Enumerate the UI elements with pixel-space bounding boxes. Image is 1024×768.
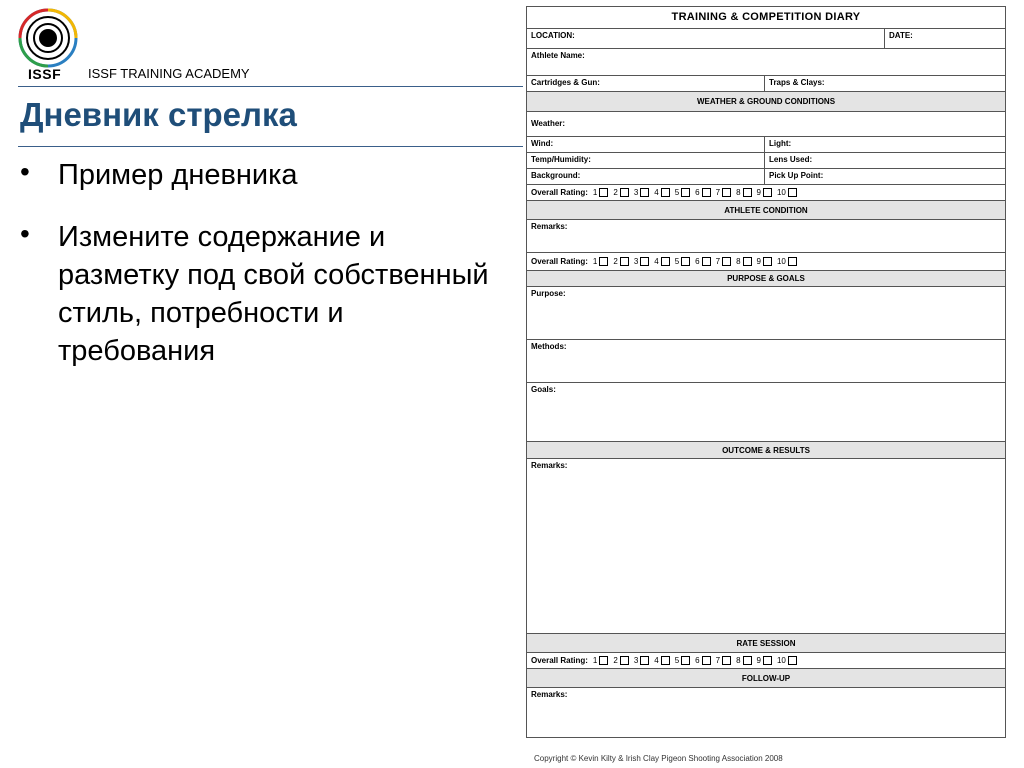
overall-rating-label: Overall Rating: [531,656,588,665]
logo-text: ISSF [28,66,62,82]
bullet-text: Пример дневника [58,159,298,191]
wind-field[interactable]: Wind: [527,137,765,152]
checkbox-icon[interactable] [788,188,797,197]
rating-option[interactable] [634,656,649,665]
rating-option[interactable] [736,656,751,665]
rating-option-number: 10 [776,188,786,197]
copyright-text: Copyright © Kevin Kilty & Irish Clay Pigeon Shooting Association 2008 [534,754,783,763]
rating-option-number: 1 [592,257,598,266]
weather-field[interactable]: Weather: [531,119,566,128]
rating-option[interactable] [716,257,731,266]
bullet-item [18,218,498,370]
bullet-icon: • [20,218,30,249]
rating-option[interactable] [675,188,690,197]
page-title: Дневник стрелка [20,96,297,133]
checkbox-icon[interactable] [743,656,752,665]
outcome-remarks-field[interactable]: Remarks: [531,461,568,470]
follow-remarks-field[interactable]: Remarks: [531,690,568,699]
rating-row-weather [527,185,1005,201]
checkbox-icon[interactable] [640,188,649,197]
rating-option-number: 3 [633,257,639,266]
checkbox-icon[interactable] [681,188,690,197]
equipment-row [527,76,1005,92]
checkbox-icon[interactable] [620,188,629,197]
purpose-band: PURPOSE & GOALS [527,271,1005,287]
rating-option-number: 8 [736,188,741,197]
rating-option-number: 7 [715,188,721,197]
rating-option-number: 1 [592,188,598,197]
weather-row [527,112,1005,137]
checkbox-icon[interactable] [620,257,629,266]
checkbox-icon[interactable] [702,656,711,665]
athlete-row [527,49,1005,76]
rating-option[interactable] [675,656,690,665]
rating-row-athlete [527,253,1005,271]
athlete-remarks-row [527,220,1005,253]
goals-row [527,383,1005,442]
goals-field[interactable]: Goals: [531,385,556,394]
rating-option[interactable] [654,257,669,266]
checkbox-icon[interactable] [620,656,629,665]
checkbox-icon[interactable] [763,257,772,266]
rating-option-number: 3 [633,656,639,665]
checkbox-icon[interactable] [599,188,608,197]
rating-option[interactable] [593,188,608,197]
lens-field[interactable]: Lens Used: [769,155,813,164]
outcome-remarks-row [527,459,1005,634]
rating-option-number: 9 [756,188,761,197]
rating-option[interactable] [634,188,649,197]
cartridges-field[interactable]: Cartridges & Gun: [527,76,765,91]
academy-label: ISSF TRAINING ACADEMY [88,66,250,81]
checkbox-icon[interactable] [788,656,797,665]
rating-option-number: 6 [695,656,700,665]
follow-band: FOLLOW-UP [527,669,1005,688]
diary-title: TRAINING & COMPETITION DIARY [527,7,1005,29]
rating-option-number: 8 [736,257,741,266]
title-divider [18,146,523,147]
issf-logo-icon [18,8,78,68]
rating-option-number: 4 [654,656,659,665]
rating-option-number: 4 [654,188,659,197]
rating-option-number: 9 [756,656,761,665]
follow-remarks-row [527,688,1005,735]
rating-option[interactable] [675,257,690,266]
rating-option[interactable] [757,188,772,197]
temp-field[interactable]: Temp/Humidity: [527,153,765,168]
weather-band: WEATHER & GROUND CONDITIONS [527,92,1005,112]
methods-row [527,340,1005,383]
rating-option[interactable] [736,188,751,197]
checkbox-icon[interactable] [661,257,670,266]
athlete-remarks-field[interactable]: Remarks: [531,222,568,231]
rating-option[interactable] [654,656,669,665]
temp-row [527,153,1005,169]
rating-option[interactable] [736,257,751,266]
rating-option[interactable] [777,188,797,197]
light-field[interactable]: Light: [769,139,792,148]
bullet-list [18,156,498,394]
checkbox-icon[interactable] [640,656,649,665]
location-row [527,29,1005,49]
rating-row-session [527,653,1005,669]
rating-option[interactable] [716,188,731,197]
rating-option[interactable] [613,188,628,197]
checkbox-icon[interactable] [763,656,772,665]
checkbox-icon[interactable] [743,188,752,197]
rating-option-number: 2 [613,257,618,266]
rating-option[interactable] [634,257,649,266]
rating-option[interactable] [757,257,772,266]
rating-option[interactable] [654,188,669,197]
rating-option-number: 5 [674,188,680,197]
diary-form [526,6,1006,738]
background-field[interactable]: Background: [527,169,765,184]
purpose-row [527,287,1005,340]
bullet-icon: • [20,156,30,187]
pickup-field[interactable]: Pick Up Point: [769,171,824,180]
checkbox-icon[interactable] [640,257,649,266]
checkbox-icon[interactable] [681,656,690,665]
checkbox-icon[interactable] [763,188,772,197]
rating-option-number: 2 [613,656,618,665]
rating-option[interactable] [613,656,628,665]
checkbox-icon[interactable] [722,188,731,197]
checkbox-icon[interactable] [722,257,731,266]
outcome-band: OUTCOME & RESULTS [527,442,1005,459]
checkbox-icon[interactable] [788,257,797,266]
rate-band: RATE SESSION [527,634,1005,653]
bullet-text: Измените содержание и разметку под свой собственный стиль, потребности и требования [58,221,489,367]
purpose-field[interactable]: Purpose: [531,289,566,298]
rating-option-number: 5 [674,257,680,266]
rating-option[interactable] [695,656,710,665]
rating-option[interactable] [777,656,797,665]
wind-row [527,137,1005,153]
rating-option-number: 6 [695,257,700,266]
rating-option-number: 5 [674,656,680,665]
rating-option[interactable] [777,257,797,266]
checkbox-icon[interactable] [661,656,670,665]
checkbox-icon[interactable] [681,257,690,266]
rating-option-number: 3 [633,188,639,197]
rating-option-number: 2 [613,188,618,197]
rating-option[interactable] [757,656,772,665]
checkbox-icon[interactable] [702,257,711,266]
rating-option-number: 6 [695,188,700,197]
rating-option-number: 8 [736,656,741,665]
checkbox-icon[interactable] [722,656,731,665]
rating-option-number: 1 [592,656,598,665]
overall-rating-label: Overall Rating: [531,257,588,266]
header-divider [18,86,523,87]
rating-option-number: 9 [756,257,761,266]
rating-option-number: 7 [715,257,721,266]
rating-option[interactable] [593,257,608,266]
bullet-item [18,156,498,194]
rating-option[interactable] [695,257,710,266]
checkbox-icon[interactable] [661,188,670,197]
rating-option-number: 4 [654,257,659,266]
rating-option[interactable] [695,188,710,197]
location-field[interactable]: LOCATION: [527,29,885,48]
traps-field[interactable]: Traps & Clays: [769,78,825,87]
methods-field[interactable]: Methods: [531,342,567,351]
rating-option-number: 10 [776,257,786,266]
checkbox-icon[interactable] [702,188,711,197]
rating-option-number: 10 [776,656,786,665]
overall-rating-label: Overall Rating: [531,188,588,197]
checkbox-icon[interactable] [599,257,608,266]
date-field[interactable]: DATE: [889,31,913,40]
athlete-name-field[interactable]: Athlete Name: [531,51,585,60]
checkbox-icon[interactable] [599,656,608,665]
checkbox-icon[interactable] [743,257,752,266]
rating-option-number: 7 [715,656,721,665]
background-row [527,169,1005,185]
rating-option[interactable] [613,257,628,266]
rating-option[interactable] [593,656,608,665]
athlete-band: ATHLETE CONDITION [527,201,1005,220]
rating-option[interactable] [716,656,731,665]
